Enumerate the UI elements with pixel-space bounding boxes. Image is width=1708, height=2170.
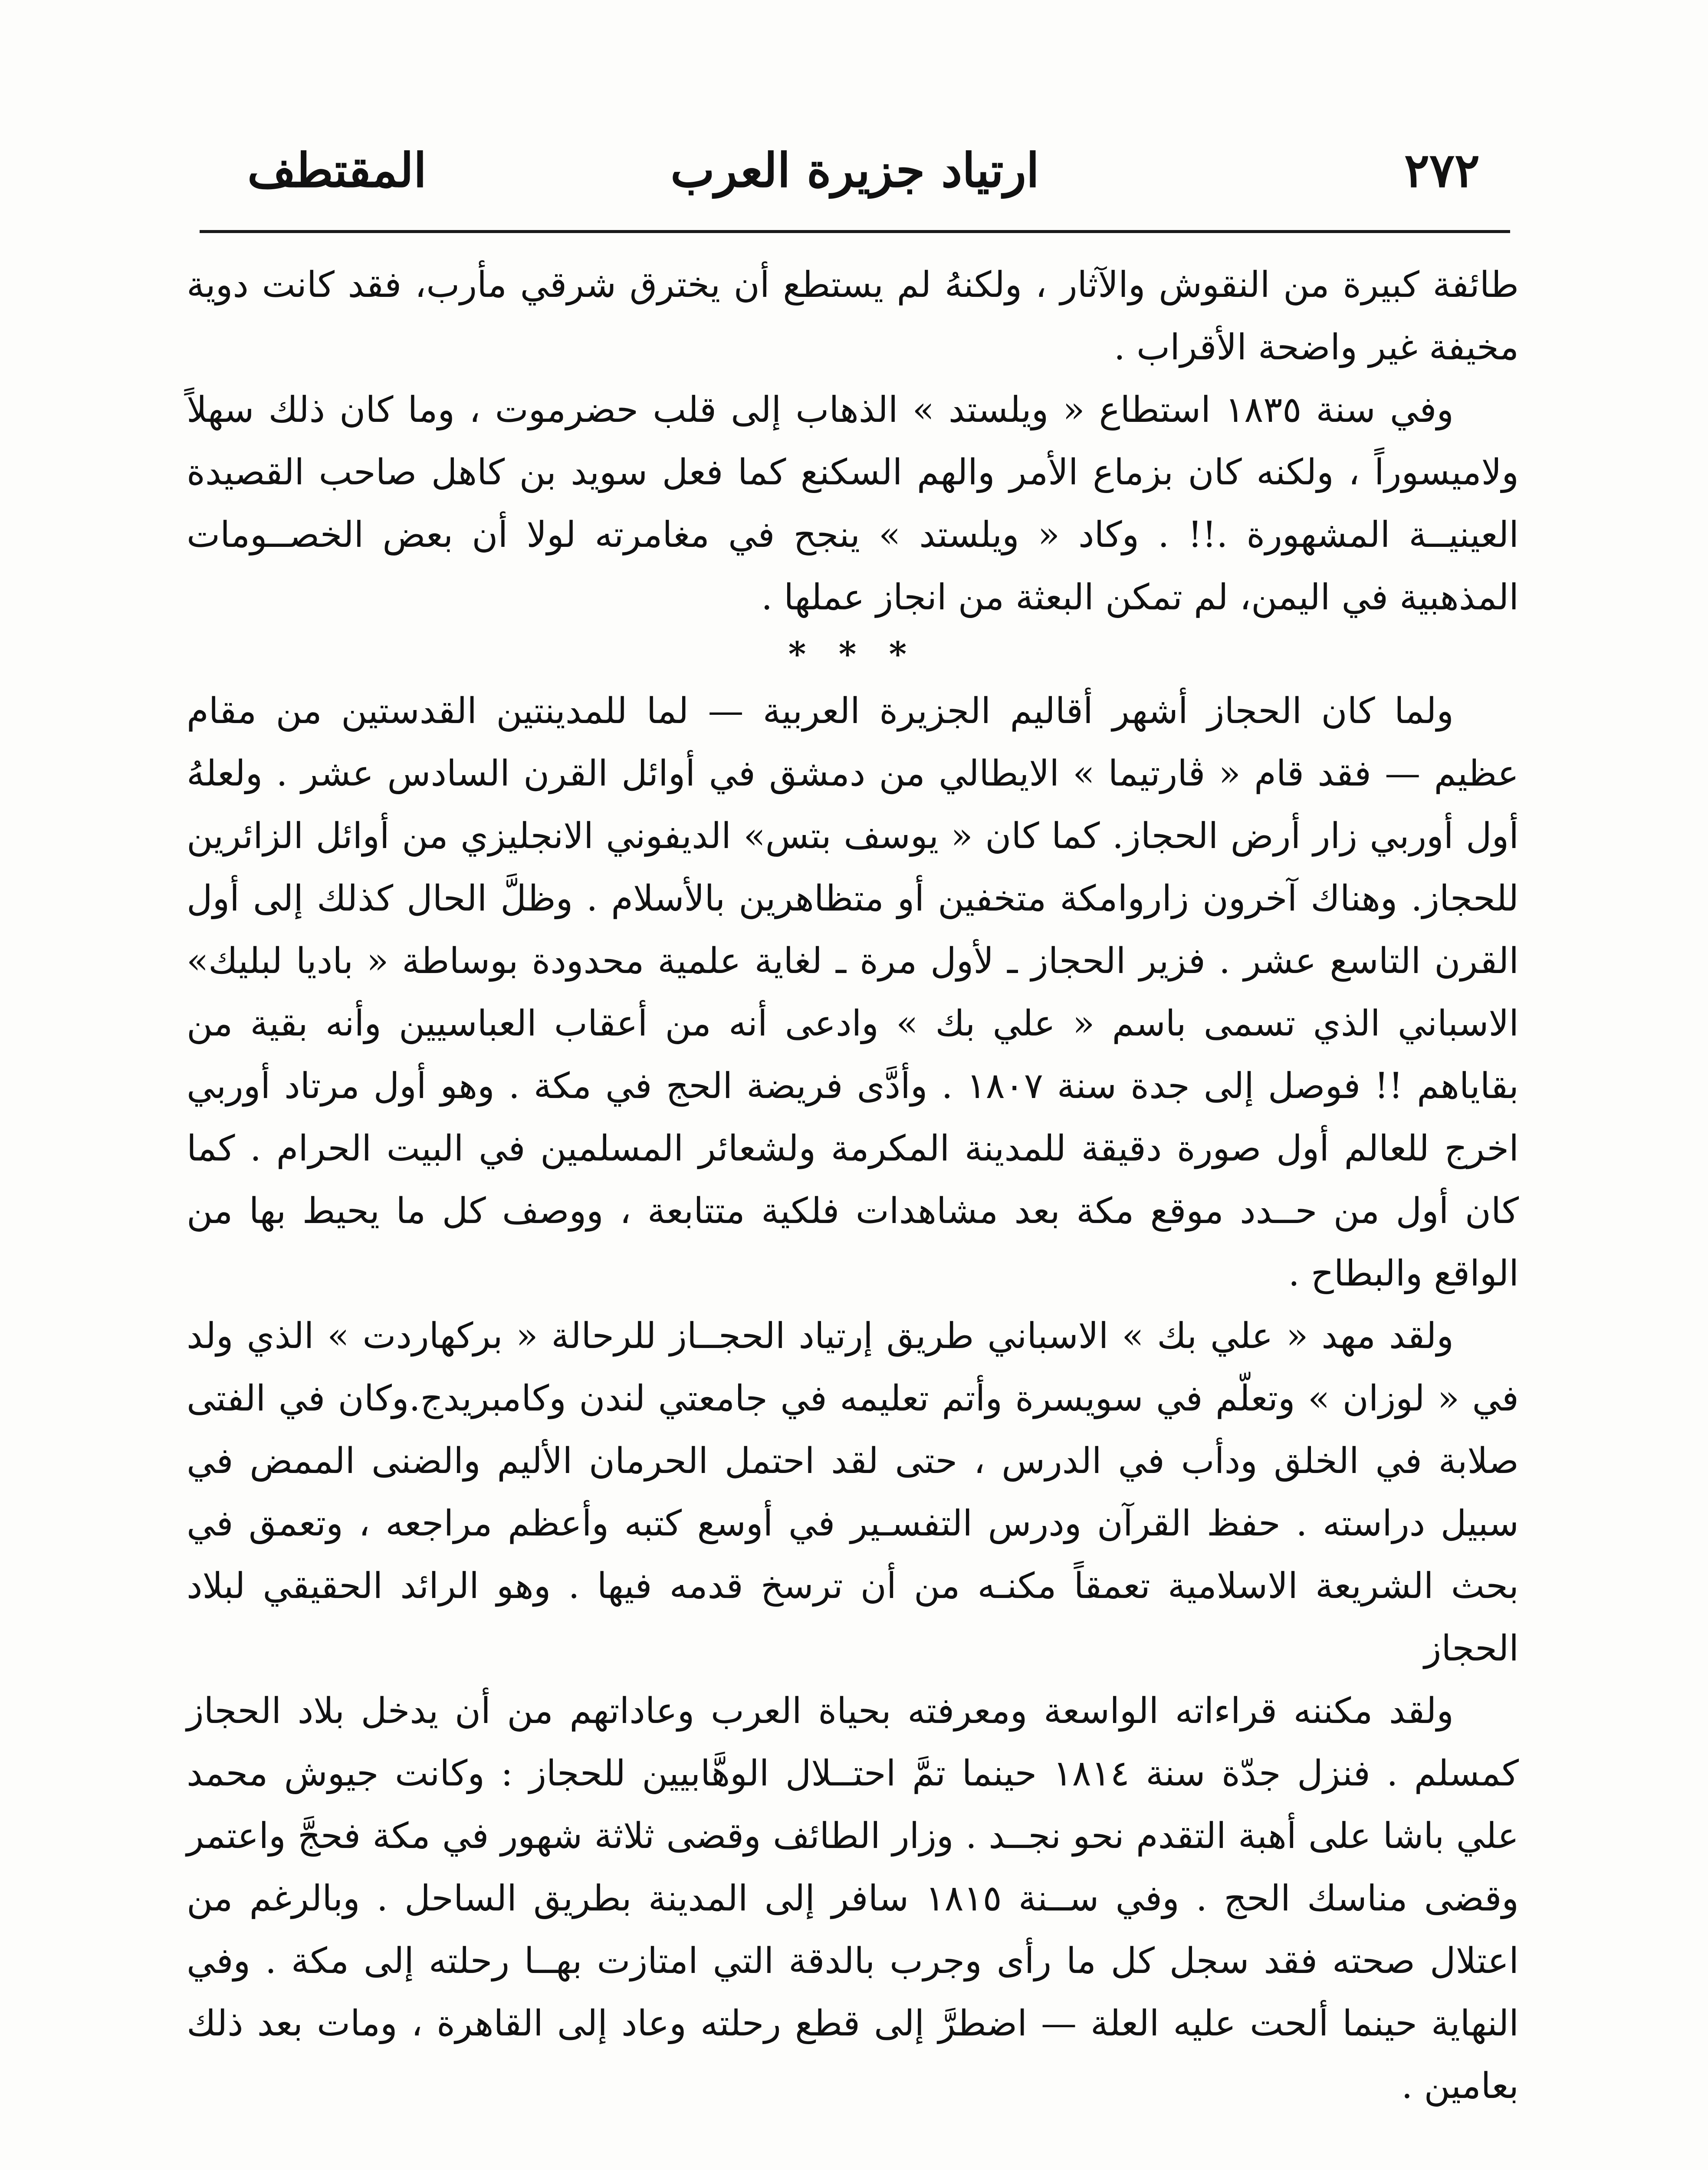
article-title: ارتياد جزيرة العرب [670,143,1039,198]
paragraph: وفي سنة ١٨٣٥ استطاع « ويلستد » الذهاب إلى قلب حضرموت ، وما كان ذلك سهلاً ولاميسوراً ، ولكنه كان بزماع الأمر والهم السكنع كما فعل سويد بن كاهل صاحب القصيدة العينيــة المشهورة .!! . وكاد « ويلستد » ينجح في مغامرته لولا أن بعض الخصــومات المذهبية في اليمن، لم تمكن البعثة من انجاز عملها . [187,389,1519,618]
journal-name: المقتطف [247,143,427,198]
page-number: ٢٧٢ [1404,143,1480,198]
paragraph: طائفة كبيرة من النقوش والآثار ، ولكنهُ لم يستطع أن يخترق شرقي مأرب، فقد كانت دوية مخيفة غير واضحة الأقراب . [187,264,1519,368]
header-rule [200,230,1510,233]
running-header [195,130,1514,217]
paragraph: ولقد مكننه قراءاته الواسعة ومعرفته بحياة العرب وعاداتهم من أن يدخل بلاد الحجاز كمسلم . فنزل جدّة سنة ١٨١٤ حينما تمَّ احتــلال الوهَّابيين للحجاز : وكانت جيوش محمد علي باشا على أهبة التقدم نحو نجــد . وزار الطائف وقضى ثلاثة شهور في مكة فحجَّ واعتمر وقضى مناسك الحج . وفي ســنة ١٨١٥ سافر إلى المدينة بطريق الساحل . وبالرغم من اعتلال صحته فقد سجل كل ما رأى وجرب بالدقة التي امتازت بهــا رحلته إلى مكة . وفي النهاية حينما ألحت عليه العلة — اضطرَّ إلى قطع رحلته وعاد إلى القاهرة ، ومات بعد ذلك بعامين . [187,1690,1519,2107]
paragraph: ولقد مهد « علي بك » الاسباني طريق إرتياد الحجــاز للرحالة « بركهاردت » الذي ولد في « لوزان » وتعلّم في سويسرة وأتم تعليمه في جامعتي لندن وكامبريدج.وكان في الفتى صلابة في الخلق ودأب في الدرس ، حتى لقد احتمل الحرمان الأليم والضنى الممض في سبيل دراسته . حفظ القرآن ودرس التفسـير في أوسع كتبه وأعظم مراجعه ، وتعمق في بحث الشريعة الاسلامية تعمقاً مكنـه من أن ترسخ قدمه فيها . وهو الرائد الحقيقي لبلاد الحجاز [187,1315,1519,1669]
paragraph: ولما كان الحجاز أشهر أقاليم الجزيرة العربية — لما للمدينتين القدستين من مقام عظيم — فقد قام « ڤارتيما » الايطالي من دمشق في أوائل القرن السادس عشر . ولعلهُ أول أوربي زار أرض الحجاز. كما كان « يوسف بتس» الديفوني الانجليزي من أوائل الزائرين للحجاز. وهناك آخرون زاروامكة متخفين أو متظاهرين بالأسلام . وظلَّ الحال كذلك إلى أول القرن التاسع عشر . فزير الحجاز ـ لأول مرة ـ لغاية علمية محدودة بوساطة « باديا لبليك» الاسباني الذي تسمى باسم « علي بك » وادعى أنه من أعقاب العباسيين وأنه بقية من بقاياهم !! فوصل إلى جدة سنة ١٨٠٧ . وأدَّى فريضة الحج في مكة . وهو أول مرتاد أوربي اخرج للعالم أول صورة دقيقة للمدينة المكرمة ولشعائر المسلمين في البيت الحرام . كما كان أول من حــدد موقع مكة بعد مشاهدات فلكية متتابعة ، ووصف كل ما يحيط بها من الواقع والبطاح . [187,690,1519,1294]
article-body [187,254,1519,2170]
section-separator: * * * [788,635,917,674]
